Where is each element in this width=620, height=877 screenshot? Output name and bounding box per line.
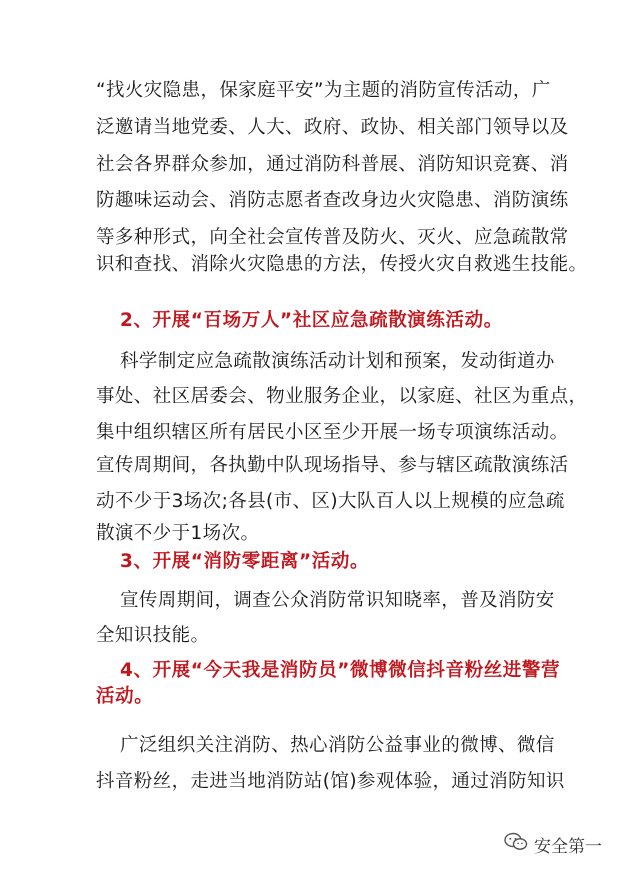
intro-line-3: 社会各界群众参加，通过消防科普展、消防知识竞赛、消 [96, 154, 569, 175]
section2-line-3: 集中组织辖区所有居民小区至少开展一场专项演练活动。 [96, 422, 569, 443]
section2-line-4: 宣传周期间，各执勤中队现场指导、参与辖区疏散演练活 [96, 455, 569, 476]
wechat-icon [504, 832, 528, 857]
section3-heading: 3、开展“消防零距离”活动。 [120, 551, 370, 572]
section4-heading-line-2: 活动。 [96, 686, 154, 707]
intro-line-5: 等多种形式，向全社会宣传普及防火、灭火、应急疏散常 [96, 227, 569, 248]
intro-line-4: 防趣味运动会、消防志愿者查改身边火灾隐患、消防演练 [96, 190, 569, 211]
section2-heading: 2、开展“百场万人”社区应急疏散演练活动。 [120, 310, 503, 331]
intro-line-2: 泛邀请当地党委、人大、政府、政协、相关部门领导以及 [96, 117, 569, 138]
section4-line-2: 抖音粉丝，走进当地消防站(馆)参观体验，通过消防知识 [96, 771, 565, 792]
watermark-text: 安全第一 [534, 837, 602, 857]
section3-line-2: 全知识技能。 [96, 625, 210, 646]
section2-line-5: 动不少于3场次;各县(市、区)大队百人以上规模的应急疏 [96, 491, 565, 512]
section3-line-1: 宣传周期间，调查公众消防常识知晓率，普及消防安 [120, 590, 555, 611]
intro-line-1: “找火灾隐患，保家庭平安”为主题的消防宣传活动，广 [96, 80, 551, 101]
section2-line-6: 散演不少于1场次。 [96, 523, 260, 544]
watermark [504, 832, 602, 857]
section2-line-2: 事处、社区居委会、物业服务企业，以家庭、社区为重点， [96, 386, 588, 407]
section4-line-1: 广泛组织关注消防、热心消防公益事业的微博、微信 [120, 735, 555, 756]
section2-line-1: 科学制定应急疏散演练活动计划和预案，发动街道办 [120, 351, 555, 372]
section4-heading-line-1: 4、开展“今天我是消防员”微博微信抖音粉丝进警营 [120, 660, 561, 681]
intro-line-6: 识和查找、消除火灾隐患的方法，传授火灾自救逃生技能。 [96, 254, 588, 275]
